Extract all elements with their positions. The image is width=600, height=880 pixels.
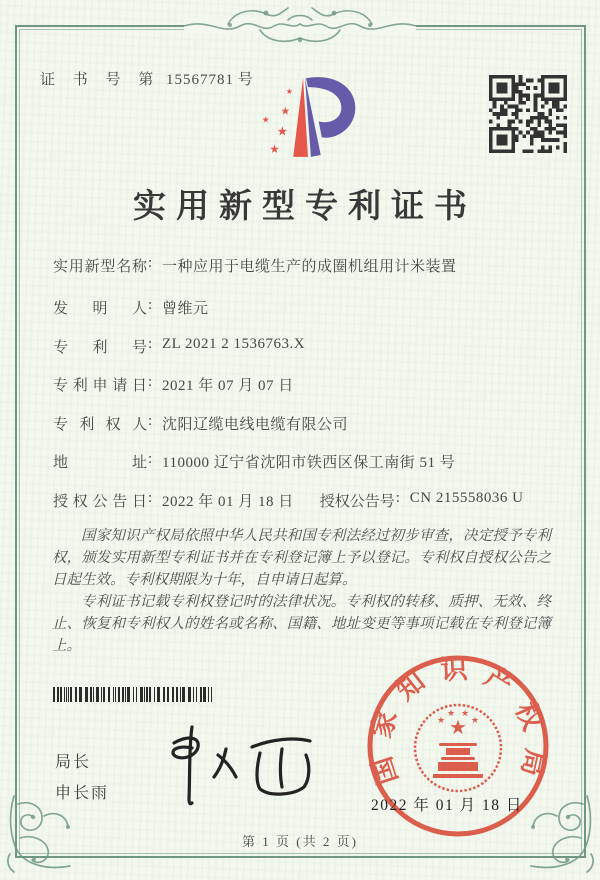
field-colon: : (148, 335, 153, 352)
top-border-ornament-icon (170, 0, 430, 54)
field-label: 专利号 (53, 339, 147, 356)
certificate-number-prefix: 证 书 号 第 (40, 72, 161, 88)
svg-text:★: ★ (269, 141, 280, 156)
grant-number-label: 授权公告号 (319, 493, 395, 510)
field-value: 曾维元 (162, 301, 209, 317)
svg-text:★: ★ (446, 709, 456, 719)
svg-text:★: ★ (261, 115, 270, 126)
field-label: 地址 (53, 455, 147, 471)
svg-text:★: ★ (276, 124, 289, 140)
field-filing-date (53, 374, 553, 413)
field-colon: : (148, 489, 153, 506)
certificate-number (40, 68, 260, 89)
field-value: 2021 年 07 月 07 日 (162, 378, 294, 394)
field-value: ZL 2021 2 1536763.X (162, 335, 306, 352)
field-colon: : (148, 255, 153, 271)
seal-date: 2022 年 01 月 18 日 (371, 797, 523, 814)
field-patentee (53, 413, 553, 452)
svg-text:★: ★ (285, 86, 293, 96)
svg-text:★: ★ (460, 709, 470, 719)
cnipa-logo-icon (246, 68, 364, 176)
field-colon: : (148, 374, 153, 390)
field-grant-row (53, 490, 553, 529)
field-label: 实用新型名称 (53, 259, 147, 275)
field-label: 专利申请日 (53, 378, 147, 394)
svg-text:★: ★ (449, 715, 467, 739)
field-label: 发明人 (53, 301, 147, 317)
field-label: 专利权人 (53, 416, 147, 433)
field-colon: : (148, 297, 153, 313)
signer-name: 申长雨 (55, 785, 110, 802)
page-number: 第 1 页 (共 2 页) (242, 834, 358, 849)
certificate-fields (53, 255, 553, 528)
legal-text (52, 525, 551, 657)
field-patent-number (53, 336, 553, 375)
field-value: 沈阳辽缆电线电缆有限公司 (162, 416, 349, 433)
field-value: 一种应用于电缆生产的成圈机组用计米装置 (162, 259, 457, 275)
svg-text:★: ★ (280, 104, 291, 118)
certificate-number-suffix: 号 (237, 72, 260, 88)
legal-paragraph-2: 专利证书记载专利权登记时的法律状况。专利权的转移、质押、无效、终止、恢复和专利权人的姓名或名称、国籍、地址变更等事项记载在专利登记簿上。 (52, 594, 551, 654)
field-address (53, 451, 553, 490)
qr-code (489, 75, 567, 153)
legal-paragraph-1: 国家知识产权局依照中华人民共和国专利法经过初步审查，决定授予专利权，颁发实用新型专利证书并在专利登记簿上予以登记。专利权自授权公告之日起生效。专利权期限为十年，自申请日起算。 (52, 528, 551, 588)
field-value: 110000 辽宁省沈阳市铁西区保工南街 51 号 (162, 455, 456, 471)
field-inventor (53, 297, 553, 336)
director-signature (148, 715, 338, 810)
signer-title: 局长 (55, 754, 92, 771)
signer-block (55, 747, 109, 809)
grant-number-value: CN 215558036 U (409, 489, 524, 506)
field-utility-model-name (53, 255, 553, 297)
field-colon: : (395, 489, 400, 506)
field-colon: : (148, 451, 153, 467)
field-colon: : (148, 412, 153, 429)
svg-text:★: ★ (436, 716, 446, 726)
certificate-title: 实用新型专利证书 (133, 189, 477, 225)
certificate-number-value: 15567781 (166, 72, 235, 88)
grant-date-value: 2022 年 01 月 18 日 (162, 493, 294, 510)
barcode (53, 687, 216, 702)
svg-text:★: ★ (470, 716, 480, 726)
grant-date-label: 授权公告日 (53, 493, 147, 510)
seal-text: 国家知识产权局 (366, 653, 551, 789)
